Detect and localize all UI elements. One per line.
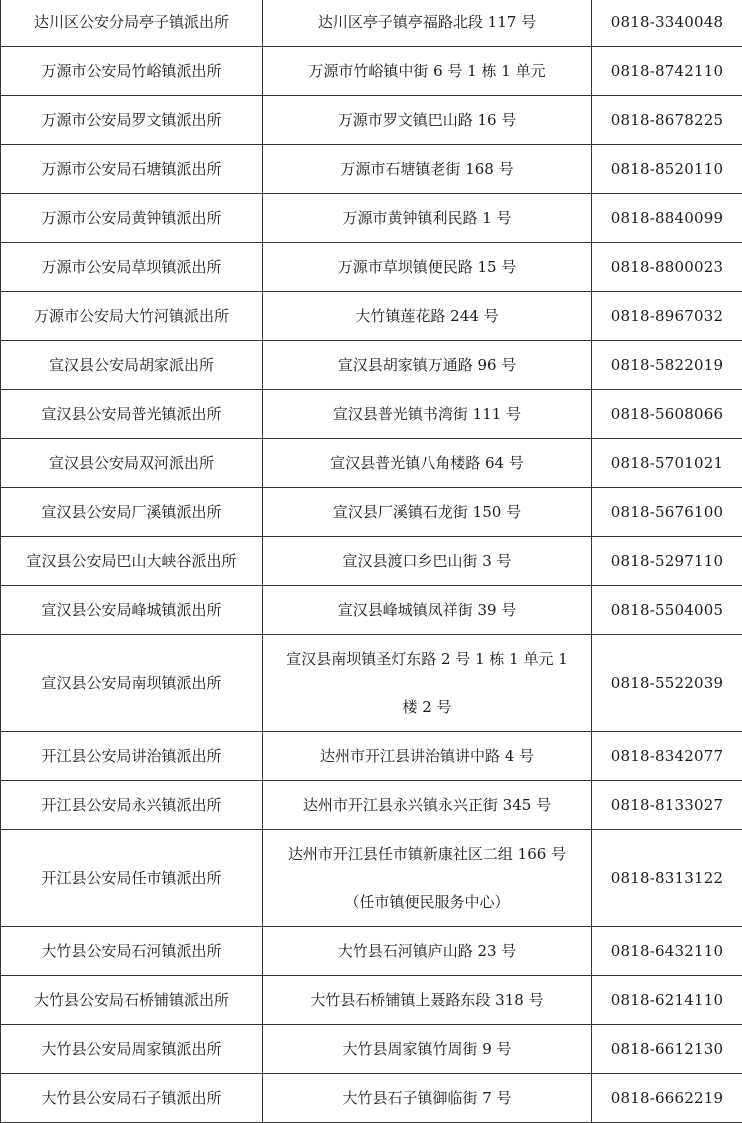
address-cell xyxy=(263,243,592,292)
address-cell xyxy=(263,830,592,927)
address-line: 宣汉县厂溪镇石龙街 150 号 xyxy=(265,488,589,536)
table-row xyxy=(1,781,742,830)
phone-cell: 0818-8967032 xyxy=(592,292,742,341)
address-cell xyxy=(263,586,592,635)
table-row xyxy=(1,488,742,537)
phone-cell: 0818-8133027 xyxy=(592,781,742,830)
table-row xyxy=(1,1025,742,1074)
address-cell xyxy=(263,47,592,96)
address-cell xyxy=(263,145,592,194)
address-line: 宣汉县普光镇书湾街 111 号 xyxy=(265,390,589,438)
station-name-cell: 万源市公安局石塘镇派出所 xyxy=(1,145,263,194)
address-line: 宣汉县胡家镇万通路 96 号 xyxy=(265,341,589,389)
address-line: 楼 2 号 xyxy=(265,683,589,731)
station-name-cell: 大竹县公安局石河镇派出所 xyxy=(1,927,263,976)
table-row xyxy=(1,927,742,976)
station-name-cell: 开江县公安局任市镇派出所 xyxy=(1,830,263,927)
station-name-cell: 万源市公安局罗文镇派出所 xyxy=(1,96,263,145)
address-cell xyxy=(263,537,592,586)
phone-cell: 0818-5822019 xyxy=(592,341,742,390)
phone-cell: 0818-5297110 xyxy=(592,537,742,586)
table-row xyxy=(1,732,742,781)
phone-cell: 0818-8520110 xyxy=(592,145,742,194)
station-name-cell: 开江县公安局讲治镇派出所 xyxy=(1,732,263,781)
phone-cell: 0818-8800023 xyxy=(592,243,742,292)
station-name-cell: 宣汉县公安局胡家派出所 xyxy=(1,341,263,390)
phone-cell: 0818-6432110 xyxy=(592,927,742,976)
address-cell xyxy=(263,0,592,47)
table-row xyxy=(1,635,742,732)
station-name-cell: 开江县公安局永兴镇派出所 xyxy=(1,781,263,830)
table-row xyxy=(1,439,742,488)
station-name-cell: 宣汉县公安局南坝镇派出所 xyxy=(1,635,263,732)
address-line: 宣汉县普光镇八角楼路 64 号 xyxy=(265,439,589,487)
table-row xyxy=(1,292,742,341)
address-line: 达州市开江县任市镇新康社区二组 166 号 xyxy=(265,830,589,878)
phone-cell: 0818-8678225 xyxy=(592,96,742,145)
table-row xyxy=(1,145,742,194)
table-row xyxy=(1,976,742,1025)
table-body xyxy=(1,0,742,1123)
station-name-cell: 宣汉县公安局峰城镇派出所 xyxy=(1,586,263,635)
address-cell xyxy=(263,292,592,341)
phone-cell: 0818-6612130 xyxy=(592,1025,742,1074)
address-line: 大竹镇莲花路 244 号 xyxy=(265,292,589,340)
address-line: 达州市开江县永兴镇永兴正街 345 号 xyxy=(265,781,589,829)
address-line: 宣汉县南坝镇圣灯东路 2 号 1 栋 1 单元 1 xyxy=(265,635,589,683)
phone-cell: 0818-3340048 xyxy=(592,0,742,47)
phone-cell: 0818-5608066 xyxy=(592,390,742,439)
phone-cell: 0818-5522039 xyxy=(592,635,742,732)
station-name-cell: 万源市公安局草坝镇派出所 xyxy=(1,243,263,292)
address-line: 万源市竹峪镇中街 6 号 1 栋 1 单元 xyxy=(265,47,589,95)
table-row xyxy=(1,341,742,390)
address-line: 大竹县石子镇御临街 7 号 xyxy=(265,1074,589,1122)
phone-cell: 0818-8840099 xyxy=(592,194,742,243)
address-line: （任市镇便民服务中心） xyxy=(265,878,589,926)
address-line: 万源市石塘镇老街 168 号 xyxy=(265,145,589,193)
station-name-cell: 大竹县公安局周家镇派出所 xyxy=(1,1025,263,1074)
table-row xyxy=(1,537,742,586)
address-cell xyxy=(263,635,592,732)
address-cell xyxy=(263,732,592,781)
address-line: 大竹县石河镇庐山路 23 号 xyxy=(265,927,589,975)
table-row xyxy=(1,0,742,47)
phone-cell: 0818-5504005 xyxy=(592,586,742,635)
address-line: 大竹县石桥铺镇上聂路东段 318 号 xyxy=(265,976,589,1024)
station-name-cell: 宣汉县公安局巴山大峡谷派出所 xyxy=(1,537,263,586)
table-row xyxy=(1,830,742,927)
phone-cell: 0818-8742110 xyxy=(592,47,742,96)
address-cell xyxy=(263,976,592,1025)
phone-cell: 0818-6214110 xyxy=(592,976,742,1025)
address-line: 宣汉县渡口乡巴山街 3 号 xyxy=(265,537,589,585)
station-name-cell: 达川区公安分局亭子镇派出所 xyxy=(1,0,263,47)
address-line: 万源市罗文镇巴山路 16 号 xyxy=(265,96,589,144)
phone-cell: 0818-6662219 xyxy=(592,1074,742,1123)
address-cell xyxy=(263,439,592,488)
address-cell xyxy=(263,781,592,830)
address-cell xyxy=(263,1074,592,1123)
table-row xyxy=(1,47,742,96)
station-name-cell: 万源市公安局黄钟镇派出所 xyxy=(1,194,263,243)
address-cell xyxy=(263,488,592,537)
address-line: 万源市黄钟镇利民路 1 号 xyxy=(265,194,589,242)
address-cell xyxy=(263,96,592,145)
address-line: 达川区亭子镇亭福路北段 117 号 xyxy=(265,0,589,46)
address-line: 万源市草坝镇便民路 15 号 xyxy=(265,243,589,291)
table-row xyxy=(1,96,742,145)
address-line: 达州市开江县讲治镇讲中路 4 号 xyxy=(265,732,589,780)
phone-cell: 0818-8313122 xyxy=(592,830,742,927)
table-row xyxy=(1,1074,742,1123)
station-name-cell: 大竹县公安局石子镇派出所 xyxy=(1,1074,263,1123)
phone-cell: 0818-5676100 xyxy=(592,488,742,537)
phone-cell: 0818-8342077 xyxy=(592,732,742,781)
station-name-cell: 宣汉县公安局双河派出所 xyxy=(1,439,263,488)
table-row xyxy=(1,390,742,439)
address-cell xyxy=(263,1025,592,1074)
station-name-cell: 万源市公安局大竹河镇派出所 xyxy=(1,292,263,341)
address-line: 宣汉县峰城镇凤祥街 39 号 xyxy=(265,586,589,634)
table-row xyxy=(1,586,742,635)
address-cell xyxy=(263,927,592,976)
table-row xyxy=(1,194,742,243)
phone-cell: 0818-5701021 xyxy=(592,439,742,488)
address-cell xyxy=(263,390,592,439)
address-cell xyxy=(263,194,592,243)
station-name-cell: 宣汉县公安局普光镇派出所 xyxy=(1,390,263,439)
address-cell xyxy=(263,341,592,390)
station-name-cell: 宣汉县公安局厂溪镇派出所 xyxy=(1,488,263,537)
station-name-cell: 万源市公安局竹峪镇派出所 xyxy=(1,47,263,96)
table-row xyxy=(1,243,742,292)
address-line: 大竹县周家镇竹周街 9 号 xyxy=(265,1025,589,1073)
station-name-cell: 大竹县公安局石桥铺镇派出所 xyxy=(1,976,263,1025)
